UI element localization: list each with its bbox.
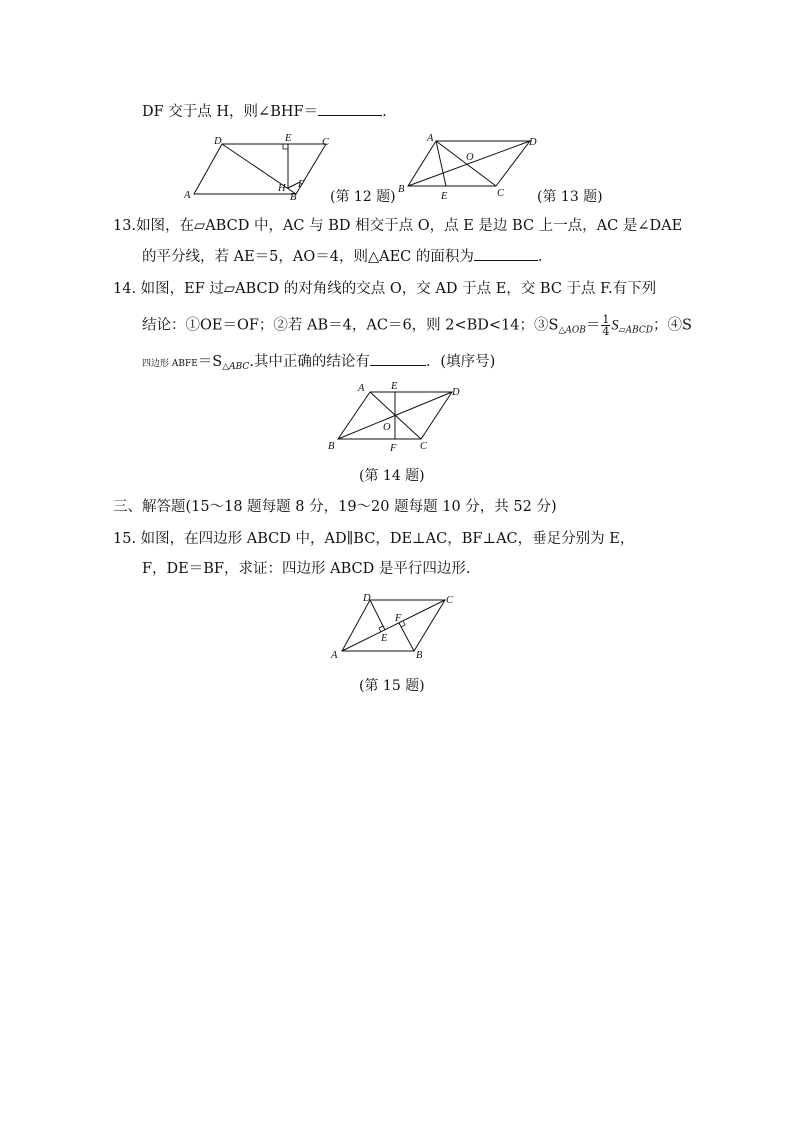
q14-number: 14. bbox=[113, 281, 137, 297]
fig13-label-D: D bbox=[529, 137, 537, 148]
figure-14 bbox=[326, 380, 466, 458]
fig14-label-E: E bbox=[391, 381, 398, 392]
fig12-label-H: H bbox=[278, 183, 286, 194]
fig15-label-F: F bbox=[395, 613, 402, 624]
q14-text-3b: .其中正确的结论有 bbox=[249, 354, 370, 370]
q14-sub-abc: △ABC bbox=[222, 362, 250, 372]
q14-text-1: 如图，EF 过▱ABCD 的对角线的交点 O，交 AD 于点 E，交 BC 于点 F.有下列 bbox=[140, 281, 657, 297]
q14-line-2 bbox=[142, 314, 692, 341]
fig14-label-A: A bbox=[358, 383, 365, 394]
q13-answer-blank[interactable] bbox=[474, 246, 538, 261]
q15-line-2 bbox=[142, 559, 470, 579]
fig12-label-F: F bbox=[298, 179, 305, 190]
q13-text-1: 如图，在▱ABCD 中，AC 与 BD 相交于点 O，点 E 是边 BC 上一点，AC 是∠DAE bbox=[136, 218, 683, 234]
fig13-label-B: B bbox=[398, 184, 405, 195]
q15-text-2: F，DE＝BF，求证：四边形 ABCD 是平行四边形. bbox=[142, 561, 471, 577]
q14-frac-num: 1 bbox=[602, 313, 610, 326]
fig14-label-F: F bbox=[390, 443, 397, 454]
fig12-label-A: A bbox=[184, 190, 191, 201]
fig13-label-O: O bbox=[466, 152, 474, 163]
q14-sub-aob: △AOB bbox=[558, 325, 586, 336]
fig15-label-E: E bbox=[381, 633, 388, 644]
q13-end: . bbox=[537, 249, 543, 265]
fig14-label-D: D bbox=[452, 387, 460, 398]
figure-13 bbox=[396, 130, 546, 202]
figure-12-caption: (第 12 题) bbox=[330, 189, 396, 205]
q12-tail-end: . bbox=[382, 104, 387, 120]
fig14-label-B: B bbox=[328, 441, 335, 452]
q12-answer-blank[interactable] bbox=[318, 101, 382, 116]
fig12-label-C: C bbox=[322, 137, 330, 148]
q13-line-1 bbox=[113, 216, 682, 236]
fig13-label-C: C bbox=[497, 188, 505, 199]
q14-eq: ＝ bbox=[585, 317, 601, 334]
q12-tail-text: DF 交于点 H，则∠BHF＝ bbox=[142, 104, 319, 120]
fig12-label-D: D bbox=[214, 136, 222, 147]
fig13-label-A: A bbox=[427, 133, 434, 144]
fig14-label-O: O bbox=[383, 422, 391, 433]
figure-14-caption: (第 14 题) bbox=[359, 468, 425, 484]
q14-sub-abcd: ▱ABCD bbox=[618, 325, 653, 336]
fig15-label-A: A bbox=[331, 650, 338, 661]
q15-number: 15. bbox=[113, 531, 137, 547]
fig15-label-D: D bbox=[363, 593, 371, 604]
q14-line-3 bbox=[142, 351, 495, 377]
figure-15 bbox=[328, 590, 468, 664]
figure-13-caption: (第 13 题) bbox=[537, 189, 603, 205]
q13-number: 13. bbox=[113, 218, 137, 234]
fig12-label-E: E bbox=[285, 133, 292, 144]
fig15-label-C: C bbox=[446, 595, 454, 606]
q14-text-3-end: ．(填序号) bbox=[425, 354, 496, 370]
q14-line-1 bbox=[113, 279, 656, 299]
fig13-label-E: E bbox=[441, 191, 448, 202]
figure-12 bbox=[180, 130, 340, 202]
q14-fraction bbox=[601, 314, 610, 337]
q13-line-2 bbox=[142, 246, 543, 267]
q13-text-2: 的平分线，若 AE＝5，AO＝4，则△AEC 的面积为 bbox=[142, 249, 474, 265]
q14-text-2c: ；④S bbox=[652, 317, 692, 334]
q15-text-1: 如图，在四边形 ABCD 中，AD∥BC，DE⊥AC，BF⊥AC，垂足分别为 E， bbox=[140, 531, 635, 547]
q14-sub-abfe: 四边形 ABFE bbox=[142, 359, 198, 369]
q14-answer-blank[interactable] bbox=[370, 351, 426, 366]
q15-line-1 bbox=[113, 529, 634, 549]
fig15-label-B: B bbox=[416, 650, 423, 661]
q14-text-2a: 结论：①OE＝OF；②若 AB＝4，AC＝6，则 2<BD<14；③S bbox=[142, 317, 559, 334]
figure-15-caption: (第 15 题) bbox=[359, 678, 425, 694]
q14-frac-den: 4 bbox=[602, 325, 610, 338]
q14-text-3a: ＝S bbox=[197, 354, 223, 370]
q14-text-2b: S bbox=[611, 317, 619, 334]
section-3-title: 三、解答题(15～18 题每题 8 分，19～20 题每题 10 分，共 52 分) bbox=[113, 499, 557, 515]
fig12-label-B: B bbox=[290, 192, 297, 203]
q12-tail-line bbox=[142, 101, 387, 122]
fig14-label-C: C bbox=[420, 441, 428, 452]
